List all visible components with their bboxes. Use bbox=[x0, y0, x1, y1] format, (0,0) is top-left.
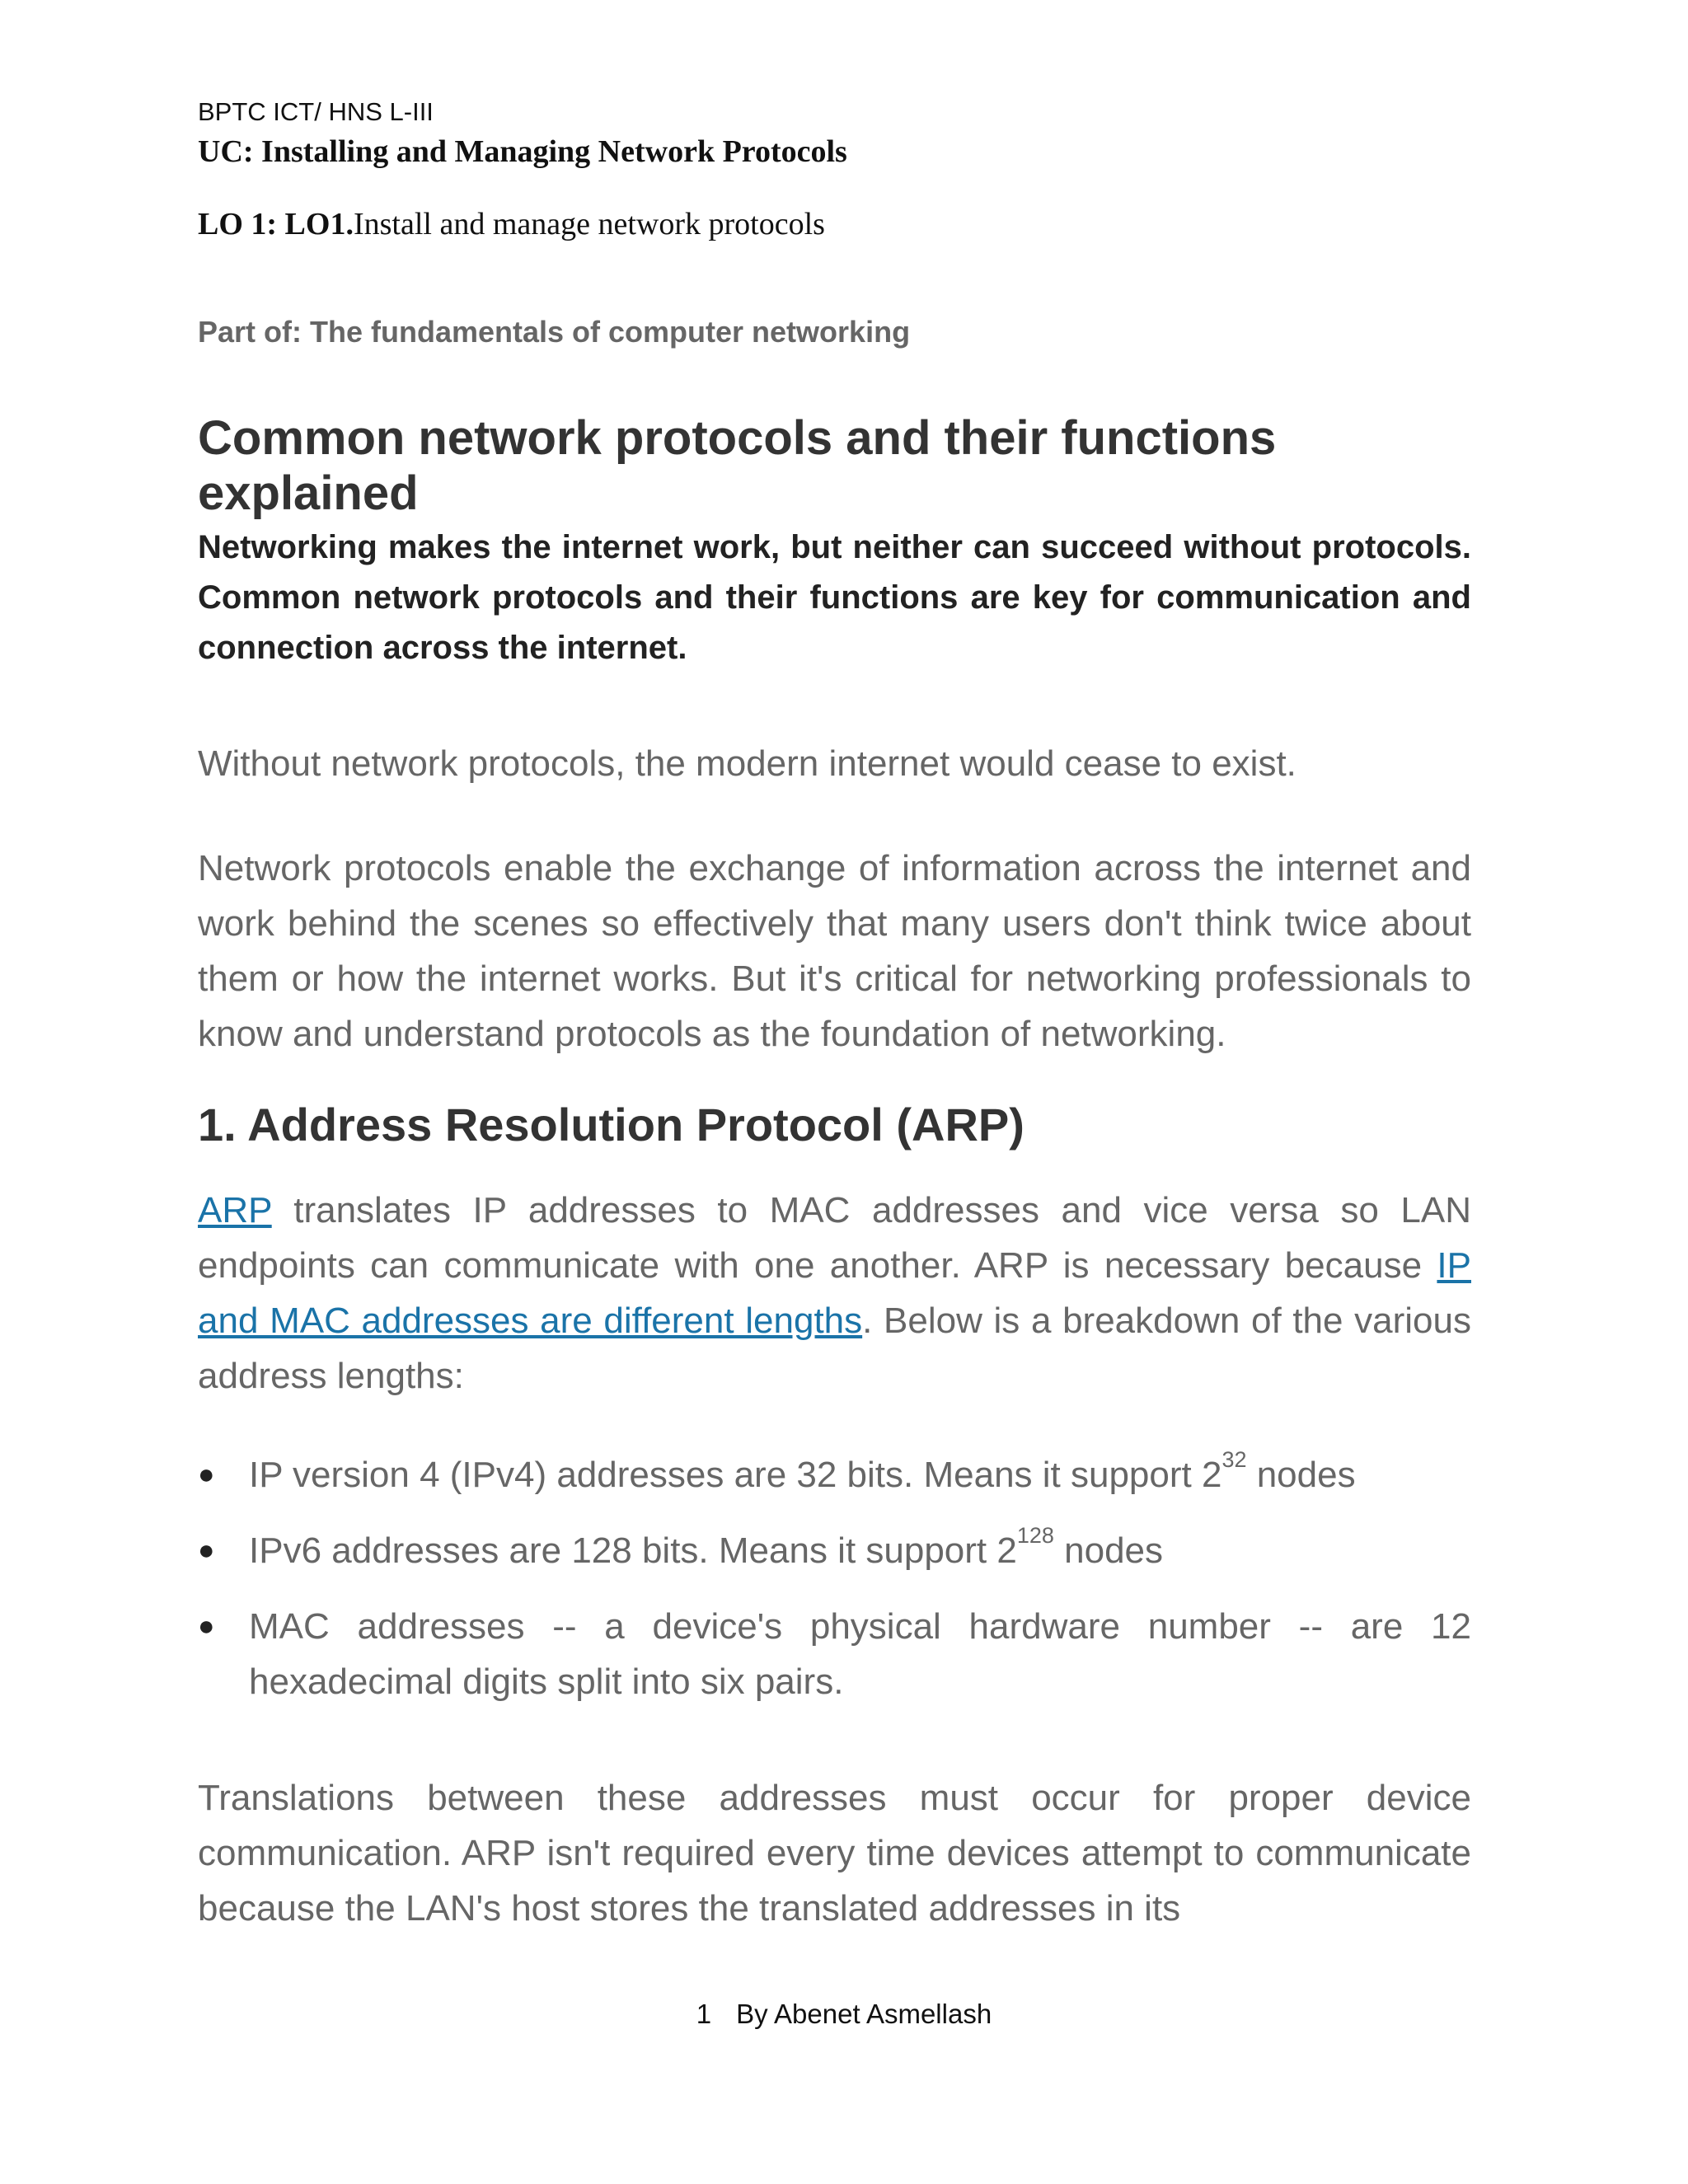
header-uc bbox=[198, 134, 1471, 170]
learning-outcome bbox=[198, 206, 1471, 242]
paragraph-1: Without network protocols, the modern internet would cease to exist. bbox=[198, 743, 1296, 784]
footer-author: By Abenet Asmellash bbox=[736, 1999, 992, 2029]
section-1-intro-block bbox=[198, 1183, 1471, 1404]
lead-block bbox=[198, 523, 1471, 673]
page-number: 1 bbox=[696, 1999, 712, 2029]
part-of-label: Part of: The fundamentals of computer networking bbox=[198, 315, 911, 349]
arp-link[interactable]: ARP bbox=[198, 1190, 272, 1230]
page-title: Common network protocols and their functions explained bbox=[198, 411, 1277, 520]
bullet-text: IP version 4 (IPv4) addresses are 32 bits. Means it support 2 bbox=[249, 1455, 1222, 1495]
bullet-after: nodes bbox=[1053, 1530, 1164, 1571]
section-1-heading-block bbox=[198, 1098, 1471, 1151]
header-lo bbox=[198, 206, 1471, 242]
lo-text: Install and manage network protocols bbox=[353, 207, 825, 241]
bullet-text: IPv6 addresses are 128 bits. Means it support 2 bbox=[249, 1530, 1017, 1571]
paragraph-2-block bbox=[198, 841, 1471, 1062]
bullet-superscript: 128 bbox=[1016, 1523, 1054, 1549]
section-1-heading: 1. Address Resolution Protocol (ARP) bbox=[198, 1099, 1025, 1151]
bullet-icon: ● bbox=[198, 1459, 215, 1490]
bullet-after: nodes bbox=[1246, 1455, 1356, 1495]
bullet-text: MAC addresses -- a device's physical hardware number -- are 12 hexadecimal digits split into six pairs. bbox=[249, 1606, 1471, 1702]
unit-of-competency: UC: Installing and Managing Network Protocols bbox=[198, 134, 847, 169]
intro-text-1: translates IP addresses to MAC addresses and vice versa so LAN endpoints can communicate with one another. ARP is necessary because bbox=[198, 1190, 1471, 1286]
lo-label: LO 1: LO1. bbox=[198, 207, 354, 241]
paragraph-1-block bbox=[198, 736, 1471, 791]
list-item bbox=[198, 1523, 1471, 1578]
header-course bbox=[198, 97, 1471, 127]
bullet-icon: ● bbox=[198, 1535, 215, 1566]
closing-block bbox=[198, 1770, 1471, 1936]
bullet-superscript: 32 bbox=[1221, 1447, 1247, 1473]
address-lengths-link[interactable]: IP and MAC addresses are different lengths bbox=[198, 1245, 1471, 1341]
bullet-list-block bbox=[198, 1447, 1471, 1709]
list-item bbox=[198, 1447, 1471, 1502]
closing-paragraph: Translations between these addresses must occur for proper device communication. ARP isn't required every time devices attempt to communicate because the LAN's host stores the translated addresses in its bbox=[198, 1778, 1471, 1929]
part-of-block bbox=[198, 315, 1471, 349]
lead-paragraph: Networking makes the internet work, but neither can succeed without protocols. Common network protocols and their functions are key for communication and connection across the internet. bbox=[198, 529, 1471, 666]
course-code: BPTC ICT/ HNS L-III bbox=[198, 97, 434, 126]
list-item bbox=[198, 1599, 1471, 1709]
paragraph-2: Network protocols enable the exchange of information across the internet and work behind the scenes so effectively that many users don't think twice about them or how the internet works. But it's critical for networking professionals to know and understand protocols as the foundation of networking. bbox=[198, 848, 1471, 1054]
section-1-intro bbox=[198, 1183, 1471, 1404]
address-length-list bbox=[198, 1447, 1471, 1709]
title-block bbox=[198, 410, 1471, 521]
intro-text-2: . Below is a breakdown of the various address lengths: bbox=[198, 1301, 1471, 1396]
page-footer bbox=[0, 1999, 1688, 2030]
bullet-icon: ● bbox=[198, 1610, 215, 1642]
